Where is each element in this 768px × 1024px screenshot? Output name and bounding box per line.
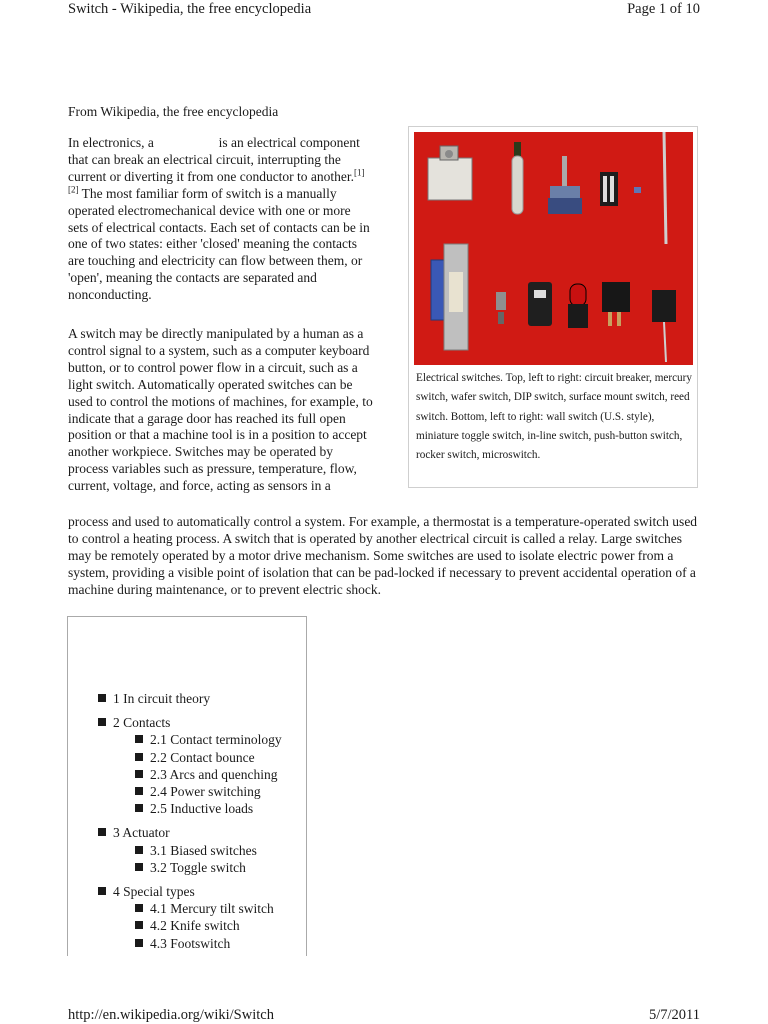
toc-subitem[interactable]: [135, 859, 303, 876]
figure-box: [408, 126, 698, 488]
toc-subitem[interactable]: [135, 842, 303, 859]
toc-subitem-label[interactable]: 2.5 Inductive loads: [150, 801, 254, 817]
toc-item-label[interactable]: 1 In circuit theory: [113, 691, 211, 706]
bullet-icon: [135, 787, 143, 795]
bullet-icon: [135, 863, 143, 871]
toc-subitem[interactable]: [135, 917, 303, 934]
bullet-icon: [135, 904, 143, 912]
toc-item[interactable]: [98, 824, 303, 876]
paragraph-2-part-2: process and used to automatically control a system. For example, a thermostat is a temperature-operated switch used to control a heating process. A switch that is operated by another electrical circuit is called a relay. Large switches may be remotely operated by a motor drive mechanism. Some switches are used to isolate electric power from a system, providing a visible point of isolation that can be pad-locked if necessary to prevent accidental operation of a machine during maintenance, or to prevent electric shock.: [68, 514, 698, 597]
intro-text-c: The most familiar form of switch is a manually operated electromechanical device with one or more sets of electrical contacts. Each set of contacts can be in one of two states: either 'closed' meaning the contacts are touching and electricity can flow between them, or 'open', meaning the contacts are separated and nonconducting.: [68, 185, 370, 303]
toc-item-label[interactable]: 2 Contacts: [113, 715, 171, 731]
toc-subitem[interactable]: [135, 783, 303, 800]
paragraph-2-part-1: A switch may be directly manipulated by a human as a control signal to a system, such as a computer keyboard button, or to control power flow in a circuit, such as a light switch. Automatically operated switches can be used to control the motions of machines, for example, to indicate that a garage door has reached its full open position or that a machine tool is in a position to accept another workpiece. Switches may be operated by process variables such as pressure, temperature, flow, current, voltage, and force, acting as sensors in a: [68, 326, 373, 494]
intro-text-b: is an electrical component that can break an electrical circuit, interrupting the current or diverting it from one conductor to another.: [68, 135, 360, 184]
toc-subitem[interactable]: [135, 766, 303, 783]
toc-item[interactable]: [98, 883, 303, 952]
table-of-contents: [67, 616, 307, 956]
header-title: Switch - Wikipedia, the free encyclopedia: [68, 1, 312, 17]
toc-sublist: [135, 900, 303, 952]
toc-subitem[interactable]: [135, 749, 303, 766]
bullet-icon: [135, 921, 143, 929]
toc-sublist: [135, 842, 303, 876]
toc-subitem-label[interactable]: 4.2 Knife switch: [150, 918, 240, 934]
toc-subitem-label[interactable]: 2.4 Power switching: [150, 784, 261, 800]
bullet-icon: [98, 887, 106, 895]
bullet-icon: [98, 828, 106, 836]
footer-date: 5/7/2011: [648, 1007, 700, 1023]
bullet-icon: [135, 735, 143, 743]
toc-item-label[interactable]: 3 Actuator: [113, 825, 170, 841]
toc-subitem-label[interactable]: 3.1 Biased switches: [150, 842, 257, 858]
toc-subitem[interactable]: [135, 800, 303, 817]
toc-item[interactable]: [98, 714, 303, 817]
intro-paragraph: [68, 135, 374, 304]
reference-links[interactable]: [1][2]: [68, 167, 365, 195]
bullet-icon: [135, 804, 143, 812]
toc-subitem-label[interactable]: 3.2 Toggle switch: [150, 859, 246, 875]
switches-photo[interactable]: [414, 132, 693, 365]
switches-illustration: [414, 132, 693, 365]
toc-subitem[interactable]: [135, 935, 303, 952]
bullet-icon: [135, 753, 143, 761]
toc-subitem-label[interactable]: 2.3 Arcs and quenching: [150, 766, 278, 782]
bullet-icon: [98, 718, 106, 726]
intro-text-a: In electronics, a: [68, 135, 154, 150]
footer-url: http://en.wikipedia.org/wiki/Switch: [68, 1007, 274, 1023]
toc-sublist: [135, 731, 303, 817]
toc-subitem-label[interactable]: 4.1 Mercury tilt switch: [150, 901, 274, 917]
toc-subitem-label[interactable]: 4.3 Footswitch: [150, 935, 231, 951]
toc-subitem[interactable]: [135, 731, 303, 748]
figure-caption: Electrical switches. Top, left to right: circuit breaker, mercury switch, wafer switch, DIP switch, surface mount switch, reed switch. Bottom, left to right: wall switch (U.S. style), miniature toggle switch, in-line switch, push-button switch, rocker switch, microswitch.: [416, 372, 692, 462]
header-page-number: Page 1 of 10: [627, 1, 700, 17]
toc-item-label[interactable]: 4 Special types: [113, 884, 195, 900]
bullet-icon: [135, 846, 143, 854]
toc-item[interactable]: [98, 690, 303, 707]
bullet-icon: [98, 694, 106, 702]
toc-subitem-label[interactable]: 2.1 Contact terminology: [150, 732, 282, 748]
toc-list: [98, 690, 303, 959]
bullet-icon: [135, 939, 143, 947]
toc-subitem[interactable]: [135, 900, 303, 917]
toc-subitem-label[interactable]: 2.2 Contact bounce: [150, 749, 255, 765]
from-line: From Wikipedia, the free encyclopedia: [68, 104, 279, 119]
bullet-icon: [135, 770, 143, 778]
